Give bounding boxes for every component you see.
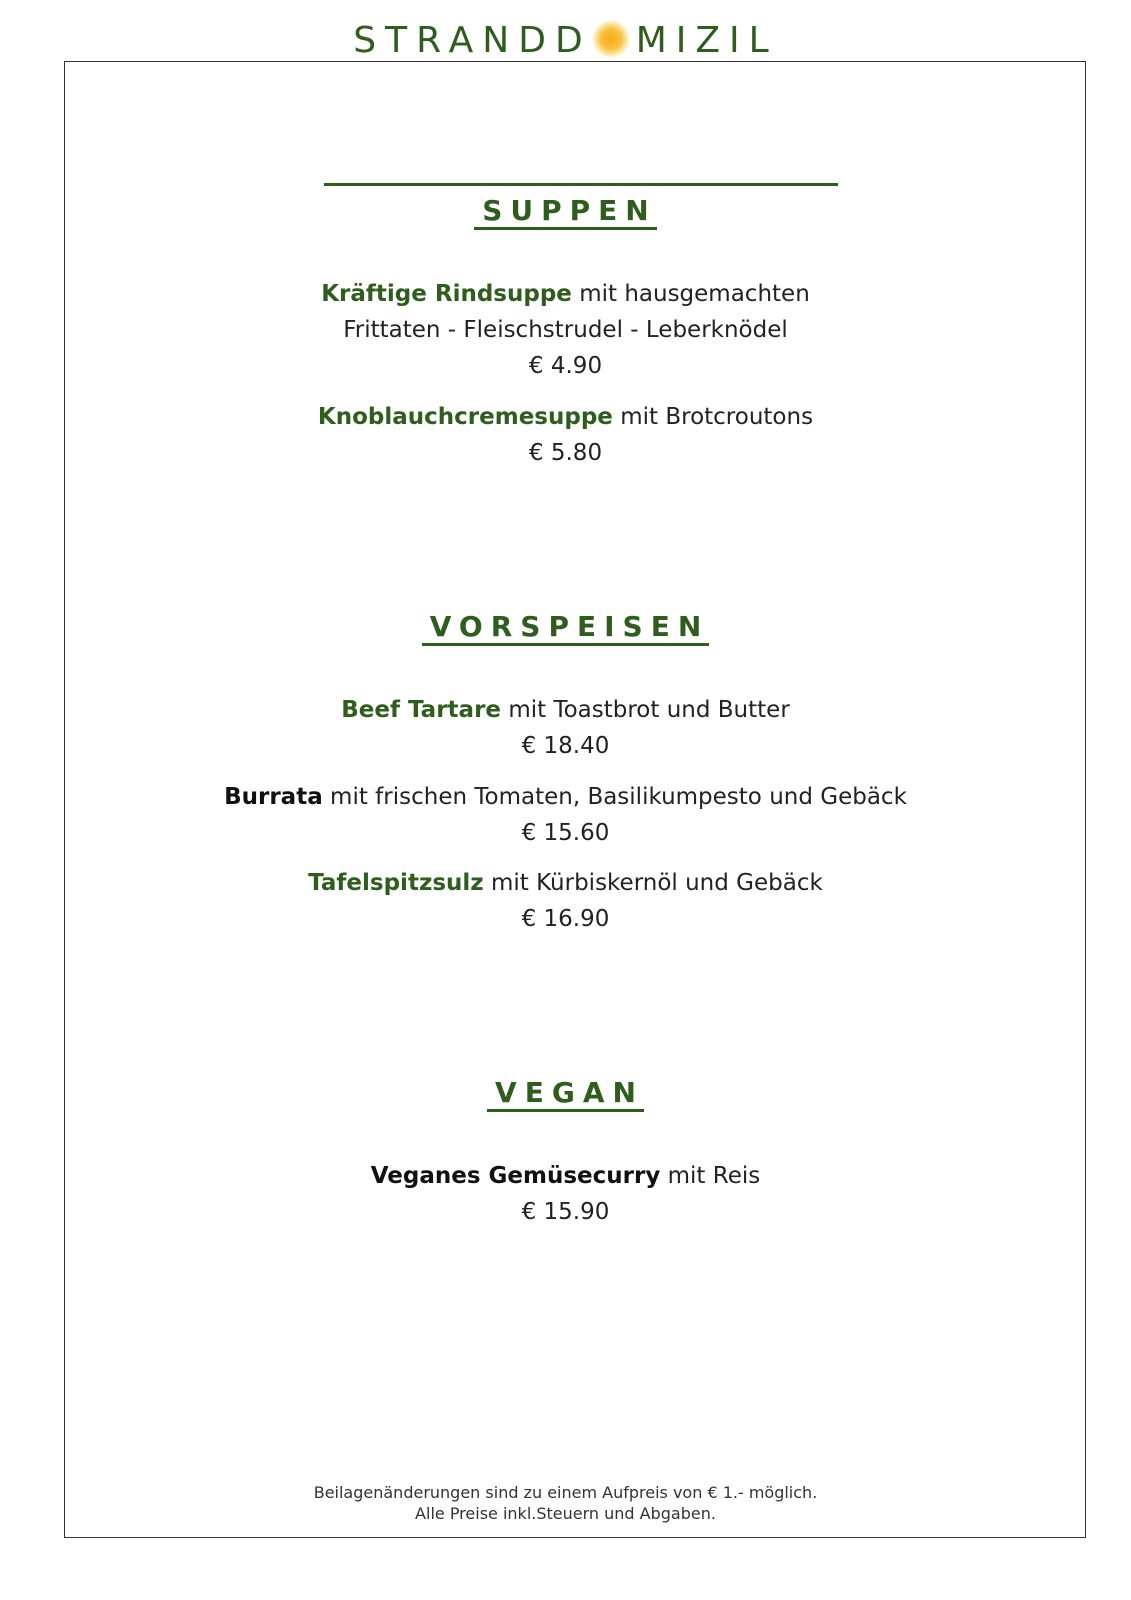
item-price: € 16.90 [521,906,610,932]
footer-note [0,1482,1131,1524]
footer-line-1: Beilagenänderungen sind zu einem Aufpreis von € 1.- möglich. [313,1483,818,1502]
sun-icon [592,20,630,58]
logo-text-left: STRANDD [353,20,592,61]
section-title-vegan [0,1076,1131,1112]
logo-text-right: MIZIL [635,20,778,61]
item-description: mit hausgemachten [579,281,810,307]
section-title-vorspeisen [0,610,1131,646]
item-name: Burrata [224,784,323,810]
menu-item-burrata [0,779,1131,851]
menu-item-knoblauchcremesuppe [0,399,1131,471]
top-divider [324,183,838,186]
section-title-label: SUPPEN [474,195,657,230]
item-name: Kräftige Rindsuppe [321,281,572,307]
menu-item-rindsuppe [0,276,1131,384]
section-title-label: VORSPEISEN [422,611,710,646]
menu-item-veganes-gemuesecurry [0,1158,1131,1230]
item-extra: Frittaten - Fleischstrudel - Leberknödel [343,317,788,343]
item-price: € 4.90 [528,353,603,379]
item-name: Beef Tartare [341,697,502,723]
item-name: Knoblauchcremesuppe [317,404,613,430]
item-description: mit Reis [667,1163,761,1189]
item-price: € 15.60 [521,820,610,846]
item-price: € 15.90 [521,1199,610,1225]
brand-logo [0,18,1131,64]
item-name: Tafelspitzsulz [308,870,484,896]
item-description: mit Toastbrot und Butter [508,697,790,723]
section-title-label: VEGAN [487,1077,644,1112]
item-price: € 18.40 [521,733,610,759]
menu-item-beef-tartare [0,692,1131,764]
item-price: € 5.80 [528,440,603,466]
item-name: Veganes Gemüsecurry [370,1163,661,1189]
menu-item-tafelspitzsulz [0,865,1131,937]
footer-line-2: Alle Preise inkl.Steuern und Abgaben. [415,1504,716,1523]
item-description: mit frischen Tomaten, Basilikumpesto und Gebäck [330,784,907,810]
item-description: mit Kürbiskernöl und Gebäck [490,870,823,896]
item-description: mit Brotcroutons [620,404,814,430]
section-title-suppen [0,194,1131,230]
